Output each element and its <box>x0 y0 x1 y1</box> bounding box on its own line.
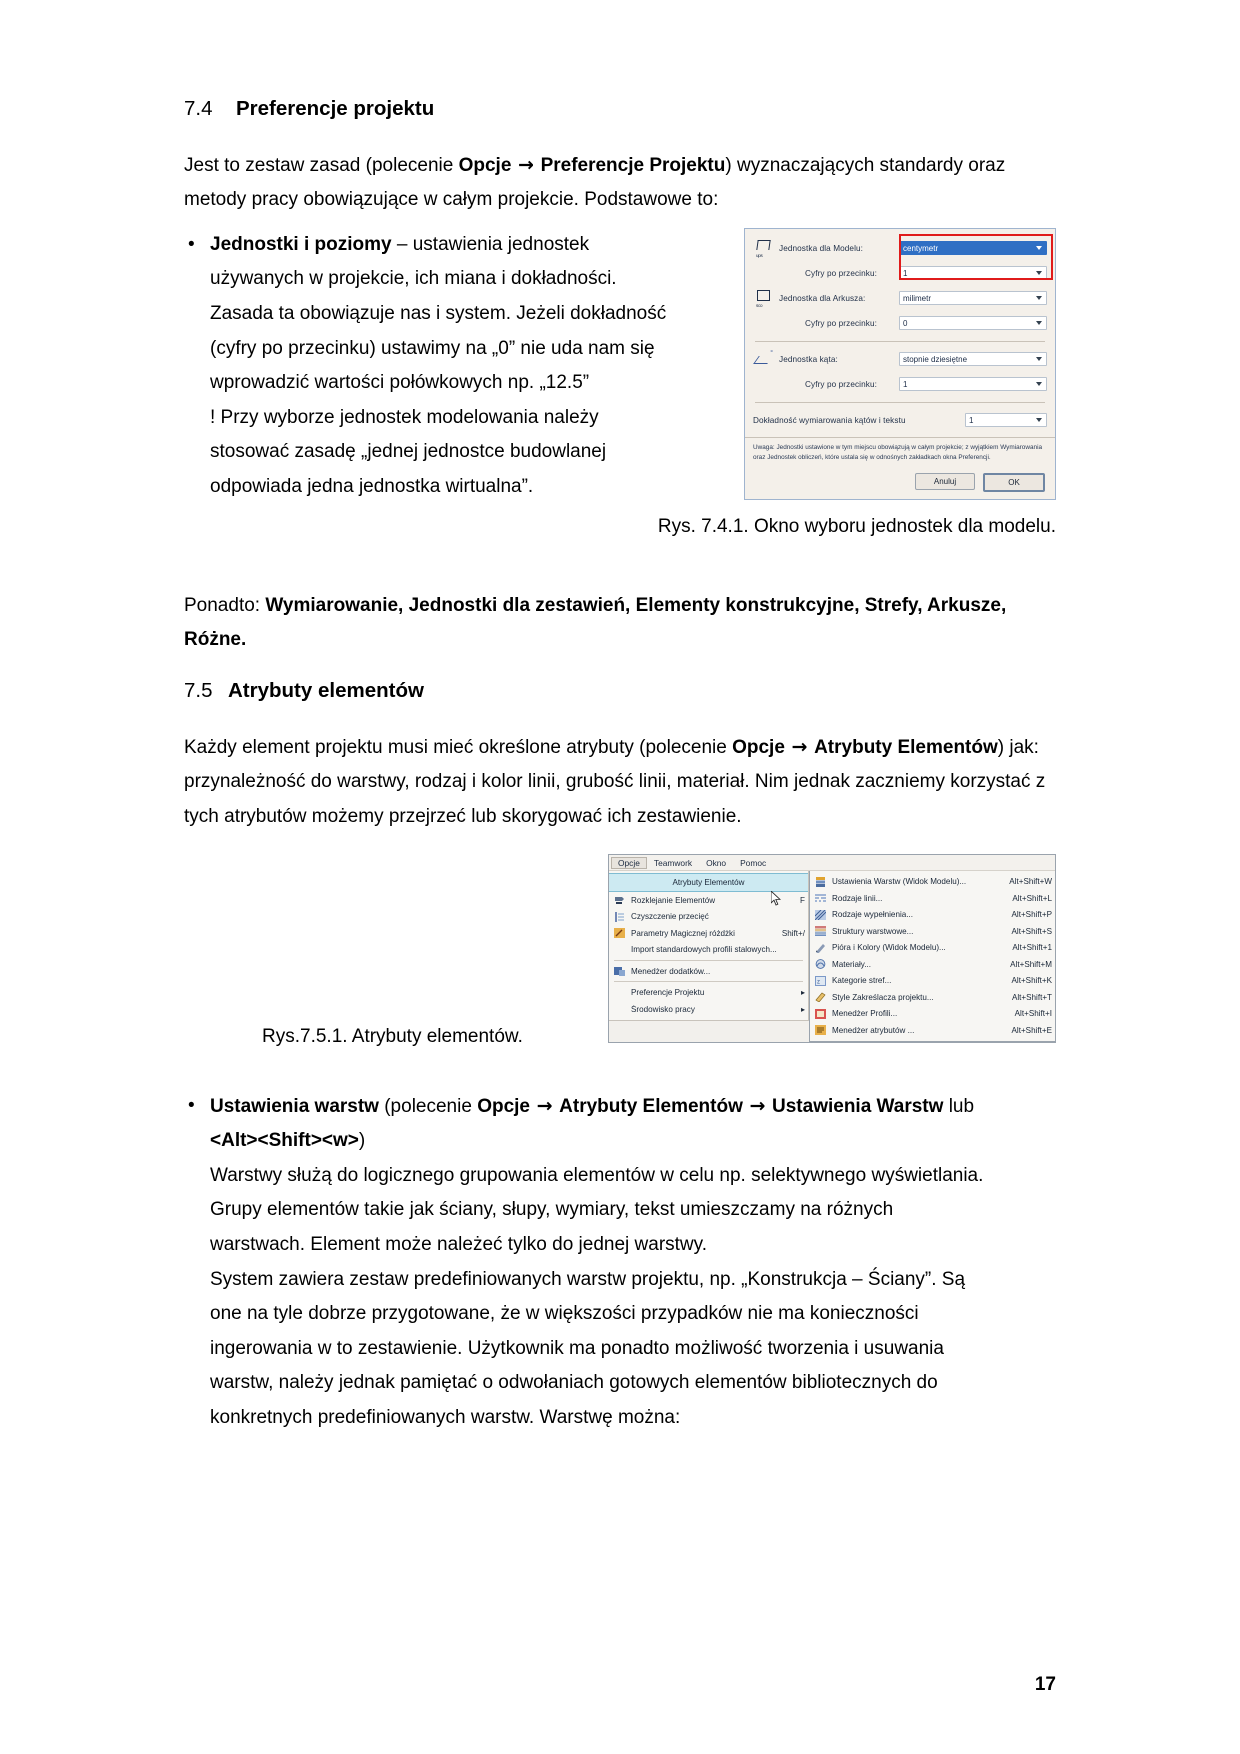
warstwy-bold-opcje: Opcje <box>477 1095 530 1117</box>
menubar-item-teamwork[interactable]: Teamwork <box>653 857 693 868</box>
ok-button[interactable]: OK <box>983 473 1045 492</box>
bullet-ustawienia-warstw <box>184 1089 1056 1436</box>
figure-units-dialog <box>744 228 1056 500</box>
submenu-item-style-zakreslacza[interactable] <box>810 989 1055 1006</box>
chevron-down-icon <box>1036 418 1042 422</box>
page-content <box>184 96 1056 1435</box>
bullet-bold-title: Jednostki i poziomy <box>210 233 392 255</box>
spacer-icon <box>612 944 628 956</box>
warstwy-line-4: System zawiera zestaw predefiniowanych warstw projektu, np. „Konstrukcja – Ściany”. Są <box>210 1268 966 1290</box>
select-sheet-decimals[interactable] <box>899 316 1047 330</box>
units-block <box>184 228 1056 543</box>
intro-text-a: Jest to zestaw zasad (polecenie <box>184 154 459 176</box>
section-number-7-5: 7.5 <box>184 678 213 702</box>
menu-item-label: Czyszczenie przecięć <box>631 912 709 922</box>
para-75-bold-opcje: Opcje <box>732 736 785 758</box>
fill-icon <box>813 909 829 921</box>
submenu-item-menedzer-atrybutow[interactable] <box>810 1022 1055 1039</box>
section-heading-7-5 <box>184 678 1056 704</box>
menu-item-label: Środowisko pracy <box>631 1004 695 1014</box>
model-unit-icon <box>753 239 775 258</box>
clean-icon <box>612 911 628 923</box>
value-model-decimals: 1 <box>903 268 908 278</box>
warstwy-line-2: Grupy elementów takie jak ściany, słupy, wymiary, tekst umieszczamy na różnych <box>210 1199 894 1221</box>
menu-item-atrybuty-elementow[interactable] <box>609 873 808 892</box>
layers-icon <box>813 876 829 888</box>
spacer-icon <box>753 375 775 394</box>
submenu-item-label: Ustawienia Warstw (Widok Modelu)... <box>832 877 967 887</box>
submenu-item-shortcut: Alt+Shift+L <box>1012 893 1052 903</box>
bullet-line-4: (cyfry po przecinku) ustawimy na „0” nie uda nam się <box>210 337 655 359</box>
select-sheet-unit[interactable] <box>899 291 1047 305</box>
menu-item-menedzer-dodatkow[interactable] <box>609 963 808 980</box>
label-sheet-decimals: Cyfry po przecinku: <box>805 318 877 328</box>
warstwy-shortcut: <Alt><Shift><w> <box>210 1130 359 1152</box>
chevron-down-icon <box>1036 357 1042 361</box>
warstwy-bold-title: Ustawienia warstw <box>210 1095 379 1117</box>
para-75-b: ) jak: przynależność do warstwy, rodzaj i kolor linii, grubość linii, materiał. Nim jednak zaczniemy korzystać z tych atrybutów możemy przejrzeć lub skorygować ich zestawienie. <box>184 736 1046 827</box>
warstwy-rest-1: (polecenie <box>378 1095 478 1117</box>
value-sheet-unit: milimetr <box>903 293 931 303</box>
warstwy-line-1: Warstwy służą do logicznego grupowania elementów w celu np. selektywnego wyświetlania. <box>210 1164 984 1186</box>
chevron-down-icon <box>1036 382 1042 386</box>
submenu-item-shortcut: Alt+Shift+M <box>1010 959 1052 969</box>
submenu-item-shortcut: Alt+Shift+1 <box>1012 943 1052 953</box>
dialog-divider <box>755 341 1045 342</box>
menu-item-label: Parametry Magicznej różdżki <box>631 928 735 938</box>
label-accuracy: Dokładność wymiarowania kątów i tekstu <box>753 415 906 425</box>
intro-text-b: ) wyznaczających standardy oraz metody pracy obowiązujące w całym projekcie. Podstawowe to: <box>184 154 1006 211</box>
units-dialog-window[interactable] <box>744 228 1056 500</box>
attrmgr-icon <box>813 1024 829 1036</box>
menu-item-label: Rozklejanie Elementów <box>631 895 716 905</box>
bullet-line-1-rest: – ustawienia jednostek <box>391 233 590 255</box>
value-sheet-decimals: 0 <box>903 318 908 328</box>
submenu-arrow-icon: ▸ <box>800 1004 805 1014</box>
menu-figure-block <box>184 854 1056 1052</box>
section-heading-7-4 <box>184 96 1056 122</box>
dialog-row-angle-unit <box>753 347 1047 372</box>
cancel-button[interactable]: Anuluj <box>915 473 975 490</box>
chevron-down-icon <box>1036 321 1042 325</box>
value-accuracy: 1 <box>969 415 974 425</box>
intro-arrow: → <box>511 153 541 176</box>
dialog-divider <box>755 402 1045 403</box>
warstwy-line-3: warstwach. Element może należeć tylko do jednej warstwy. <box>210 1234 708 1256</box>
chevron-down-icon <box>1036 246 1042 250</box>
menu-bar <box>609 855 1055 871</box>
para-75-bold-atrybuty: Atrybuty Elementów <box>814 736 998 758</box>
section-number-7-4: 7.4 <box>184 97 213 120</box>
bullet-line-3: Zasada ta obowiązuje nas i system. Jeżeli dokładność <box>210 302 667 324</box>
submenu-item-label: Menedżer Profili... <box>832 1009 898 1019</box>
composite-icon <box>813 925 829 937</box>
menu-item-label: Preferencje Projektu <box>631 988 705 998</box>
submenu-item-shortcut: Alt+Shift+P <box>1011 910 1052 920</box>
bullet-line-6: ! Przy wyborze jednostek modelowania należy <box>210 406 599 428</box>
menu-item-shortcut: F <box>800 895 805 905</box>
figure-attributes-menu <box>608 854 1056 1043</box>
label-angle-unit: Jednostka kąta: <box>779 354 838 364</box>
submenu-item-shortcut: Alt+Shift+S <box>1011 926 1052 936</box>
sheet-unit-icon <box>753 289 775 308</box>
magic-wand-icon <box>612 927 628 939</box>
menu-item-shortcut: Shift+/ <box>781 928 805 938</box>
bullet-jednostki <box>184 228 732 505</box>
menubar-item-okno[interactable]: Okno <box>706 857 727 868</box>
section-title-7-4: Preferencje projektu <box>236 97 435 120</box>
spacer-icon <box>753 314 775 333</box>
dialog-row-accuracy <box>753 408 1047 433</box>
menu-item-magiczna-rozdzka[interactable] <box>609 925 808 942</box>
value-angle-unit: stopnie dziesiętne <box>903 354 968 364</box>
submenu-item-label: Menedżer atrybutów ... <box>832 1025 915 1035</box>
section-title-7-5: Atrybuty elementów <box>228 678 424 702</box>
para-75-arrow: → <box>784 735 815 758</box>
label-model-unit: Jednostka dla Modelu: <box>779 243 864 253</box>
dialog-row-sheet-decimals <box>753 311 1047 336</box>
submenu-item-label: Kategorie stref... <box>832 976 892 986</box>
menubar-item-opcje[interactable]: Opcje <box>611 857 647 869</box>
chevron-down-icon <box>1036 271 1042 275</box>
page-number: 17 <box>1034 1674 1056 1695</box>
menu-item-label: Import standardowych profili stalowych... <box>631 945 777 955</box>
svg-text:z: z <box>817 979 820 986</box>
bullet-marker: • <box>188 233 195 255</box>
ponadto-prefix: Ponadto: <box>184 594 266 616</box>
label-model-decimals: Cyfry po przecinku: <box>805 268 877 278</box>
bullet-line-5: wprowadzić wartości połówkowych np. „12.5” <box>210 372 590 394</box>
glue-icon <box>612 894 628 906</box>
select-angle-unit[interactable] <box>899 352 1047 366</box>
warstwy-rest-2: lub <box>943 1095 975 1117</box>
figure-caption-7-5-1: Rys.7.5.1. Atrybuty elementów. <box>262 1026 523 1048</box>
ponadto-bold-list: Wymiarowanie, Jednostki dla zestawień, Elementy konstrukcyjne, Strefy, Arkusze, Różne. <box>184 594 1007 651</box>
intro-paragraph-7-4 <box>184 148 1056 218</box>
bullet-line-8: odpowiada jedna jednostka wirtualna”. <box>210 475 534 497</box>
spacer-icon <box>753 264 775 283</box>
markup-icon <box>813 991 829 1003</box>
dialog-row-model-unit <box>753 236 1047 261</box>
profile-icon <box>813 1008 829 1020</box>
bullet-marker: • <box>188 1094 195 1116</box>
spacer-icon <box>612 987 628 999</box>
warstwy-rest-3: ) <box>358 1130 366 1152</box>
submenu-item-shortcut: Alt+Shift+I <box>1014 1009 1052 1019</box>
mouse-pointer-icon <box>771 891 780 905</box>
submenu-item-label: Materiały... <box>832 959 871 969</box>
bullet-content <box>210 228 732 505</box>
warstwy-arrow-2: → <box>742 1094 773 1117</box>
submenu-item-shortcut: Alt+Shift+T <box>1011 992 1052 1002</box>
ponadto-paragraph <box>184 589 1056 658</box>
menu-item-import-profili[interactable] <box>609 941 808 958</box>
warstwy-line-7: warstw, należy jednak pamiętać o odwołaniach gotowych elementów bibliotecznych do <box>210 1372 938 1394</box>
submenu-item-menedzer-profili[interactable] <box>810 1005 1055 1022</box>
paragraph-7-5 <box>184 730 1056 835</box>
label-sheet-unit: Jednostka dla Arkusza: <box>779 293 866 303</box>
submenu-item-piora-i-kolory[interactable] <box>810 939 1055 956</box>
warstwy-arrow-1: → <box>530 1094 560 1117</box>
select-angle-decimals[interactable] <box>899 377 1047 391</box>
para-75-a: Każdy element projektu musi mieć określone atrybuty (polecenie <box>184 736 733 758</box>
menu-divider <box>614 960 803 961</box>
submenu-item-materialy[interactable] <box>810 956 1055 973</box>
warstwy-line-8: konkretnych predefiniowanych warstw. Warstwę można: <box>210 1406 681 1428</box>
warstwy-line-6: ingerowania w to zestawienie. Użytkownik ma ponadto możliwość tworzenia i usuwania <box>210 1337 944 1359</box>
submenu-item-rodzaje-linii[interactable] <box>810 890 1055 907</box>
bullet-line-7: stosować zasadę „jednej jednostce budowlanej <box>210 441 607 463</box>
menu-item-label: Menedżer dodatków... <box>631 966 711 976</box>
menu-column-primary <box>609 871 809 1021</box>
dialog-note-text: Uwaga: Jednostki ustawione w tym miejscu obowiązują w całym projekcie; z wyjątkiem Wymiarowania oraz Jednostek obliczeń, które ustala się w odnośnych zakładkach okna Preferencji. <box>745 437 1055 469</box>
submenu-item-shortcut: Alt+Shift+K <box>1011 976 1052 986</box>
linetype-icon <box>813 892 829 904</box>
spacer-icon <box>612 1003 628 1015</box>
dialog-row-model-decimals <box>753 261 1047 286</box>
menu-item-srodowisko-pracy[interactable] <box>609 1001 808 1018</box>
warstwy-bold-ustawienia: Ustawienia Warstw <box>772 1095 944 1117</box>
angle-unit-icon <box>753 350 775 369</box>
archicad-menu-screenshot[interactable] <box>608 854 1056 1043</box>
submenu-item-label: Struktury warstwowe... <box>832 926 914 936</box>
submenu-item-shortcut: Alt+Shift+E <box>1011 1025 1052 1035</box>
value-model-unit: centymetr <box>903 243 939 253</box>
submenu-item-label: Pióra i Kolory (Widok Modelu)... <box>832 943 946 953</box>
pen-icon <box>813 942 829 954</box>
bullet-content <box>210 1089 1056 1436</box>
menu-panels <box>609 871 1055 1042</box>
dialog-buttons <box>745 469 1055 499</box>
menu-item-label: Atrybuty Elementów <box>672 878 745 888</box>
value-angle-decimals: 1 <box>903 379 908 389</box>
intro-bold-opcje: Opcje <box>458 154 512 176</box>
units-dialog-body <box>745 229 1055 437</box>
submenu-arrow-icon: ▸ <box>800 988 805 998</box>
warstwy-bold-atrybuty: Atrybuty Elementów <box>559 1095 743 1117</box>
submenu-item-label: Rodzaje wypełnienia... <box>832 910 913 920</box>
menu-divider <box>614 981 803 982</box>
bullet-line-2: używanych w projekcie, ich miana i dokładności. <box>210 268 617 290</box>
dialog-row-angle-decimals <box>753 372 1047 397</box>
submenu-item-struktury-warstwowe[interactable] <box>810 923 1055 940</box>
submenu-item-ustawienia-warstw[interactable] <box>810 873 1055 890</box>
figure-caption-7-4-1: Rys. 7.4.1. Okno wyboru jednostek dla modelu. <box>657 516 1056 538</box>
intro-bold-preferencje: Preferencje Projektu <box>540 154 726 176</box>
select-accuracy[interactable] <box>965 413 1047 427</box>
menu-column-submenu <box>809 871 1056 1042</box>
select-model-unit[interactable] <box>899 241 1047 255</box>
submenu-item-rodzaje-wypelnienia[interactable] <box>810 906 1055 923</box>
bullet-line-1 <box>210 228 732 263</box>
menu-item-preferencje-projektu[interactable] <box>609 984 808 1001</box>
material-icon <box>813 958 829 970</box>
dialog-row-sheet-unit <box>753 286 1047 311</box>
menubar-item-pomoc[interactable]: Pomoc <box>740 857 767 868</box>
warstwy-title-line <box>210 1089 1056 1125</box>
submenu-item-label: Rodzaje linii... <box>832 893 883 903</box>
menu-item-czyszczenie-przeciec[interactable] <box>609 908 808 925</box>
submenu-item-shortcut: Alt+Shift+W <box>1009 877 1052 887</box>
addon-icon <box>612 965 628 977</box>
submenu-item-kategorie-stref[interactable] <box>810 972 1055 989</box>
submenu-item-label: Style Zakreślacza projektu... <box>832 992 934 1002</box>
select-model-decimals[interactable] <box>899 266 1047 280</box>
warstwy-line-5: one na tyle dobrze przygotowane, że w większości przypadków nie ma konieczności <box>210 1303 919 1325</box>
zonecat-icon <box>813 975 829 987</box>
chevron-down-icon <box>1036 296 1042 300</box>
warstwy-shortcut-line <box>210 1124 1056 1159</box>
label-angle-decimals: Cyfry po przecinku: <box>805 379 877 389</box>
